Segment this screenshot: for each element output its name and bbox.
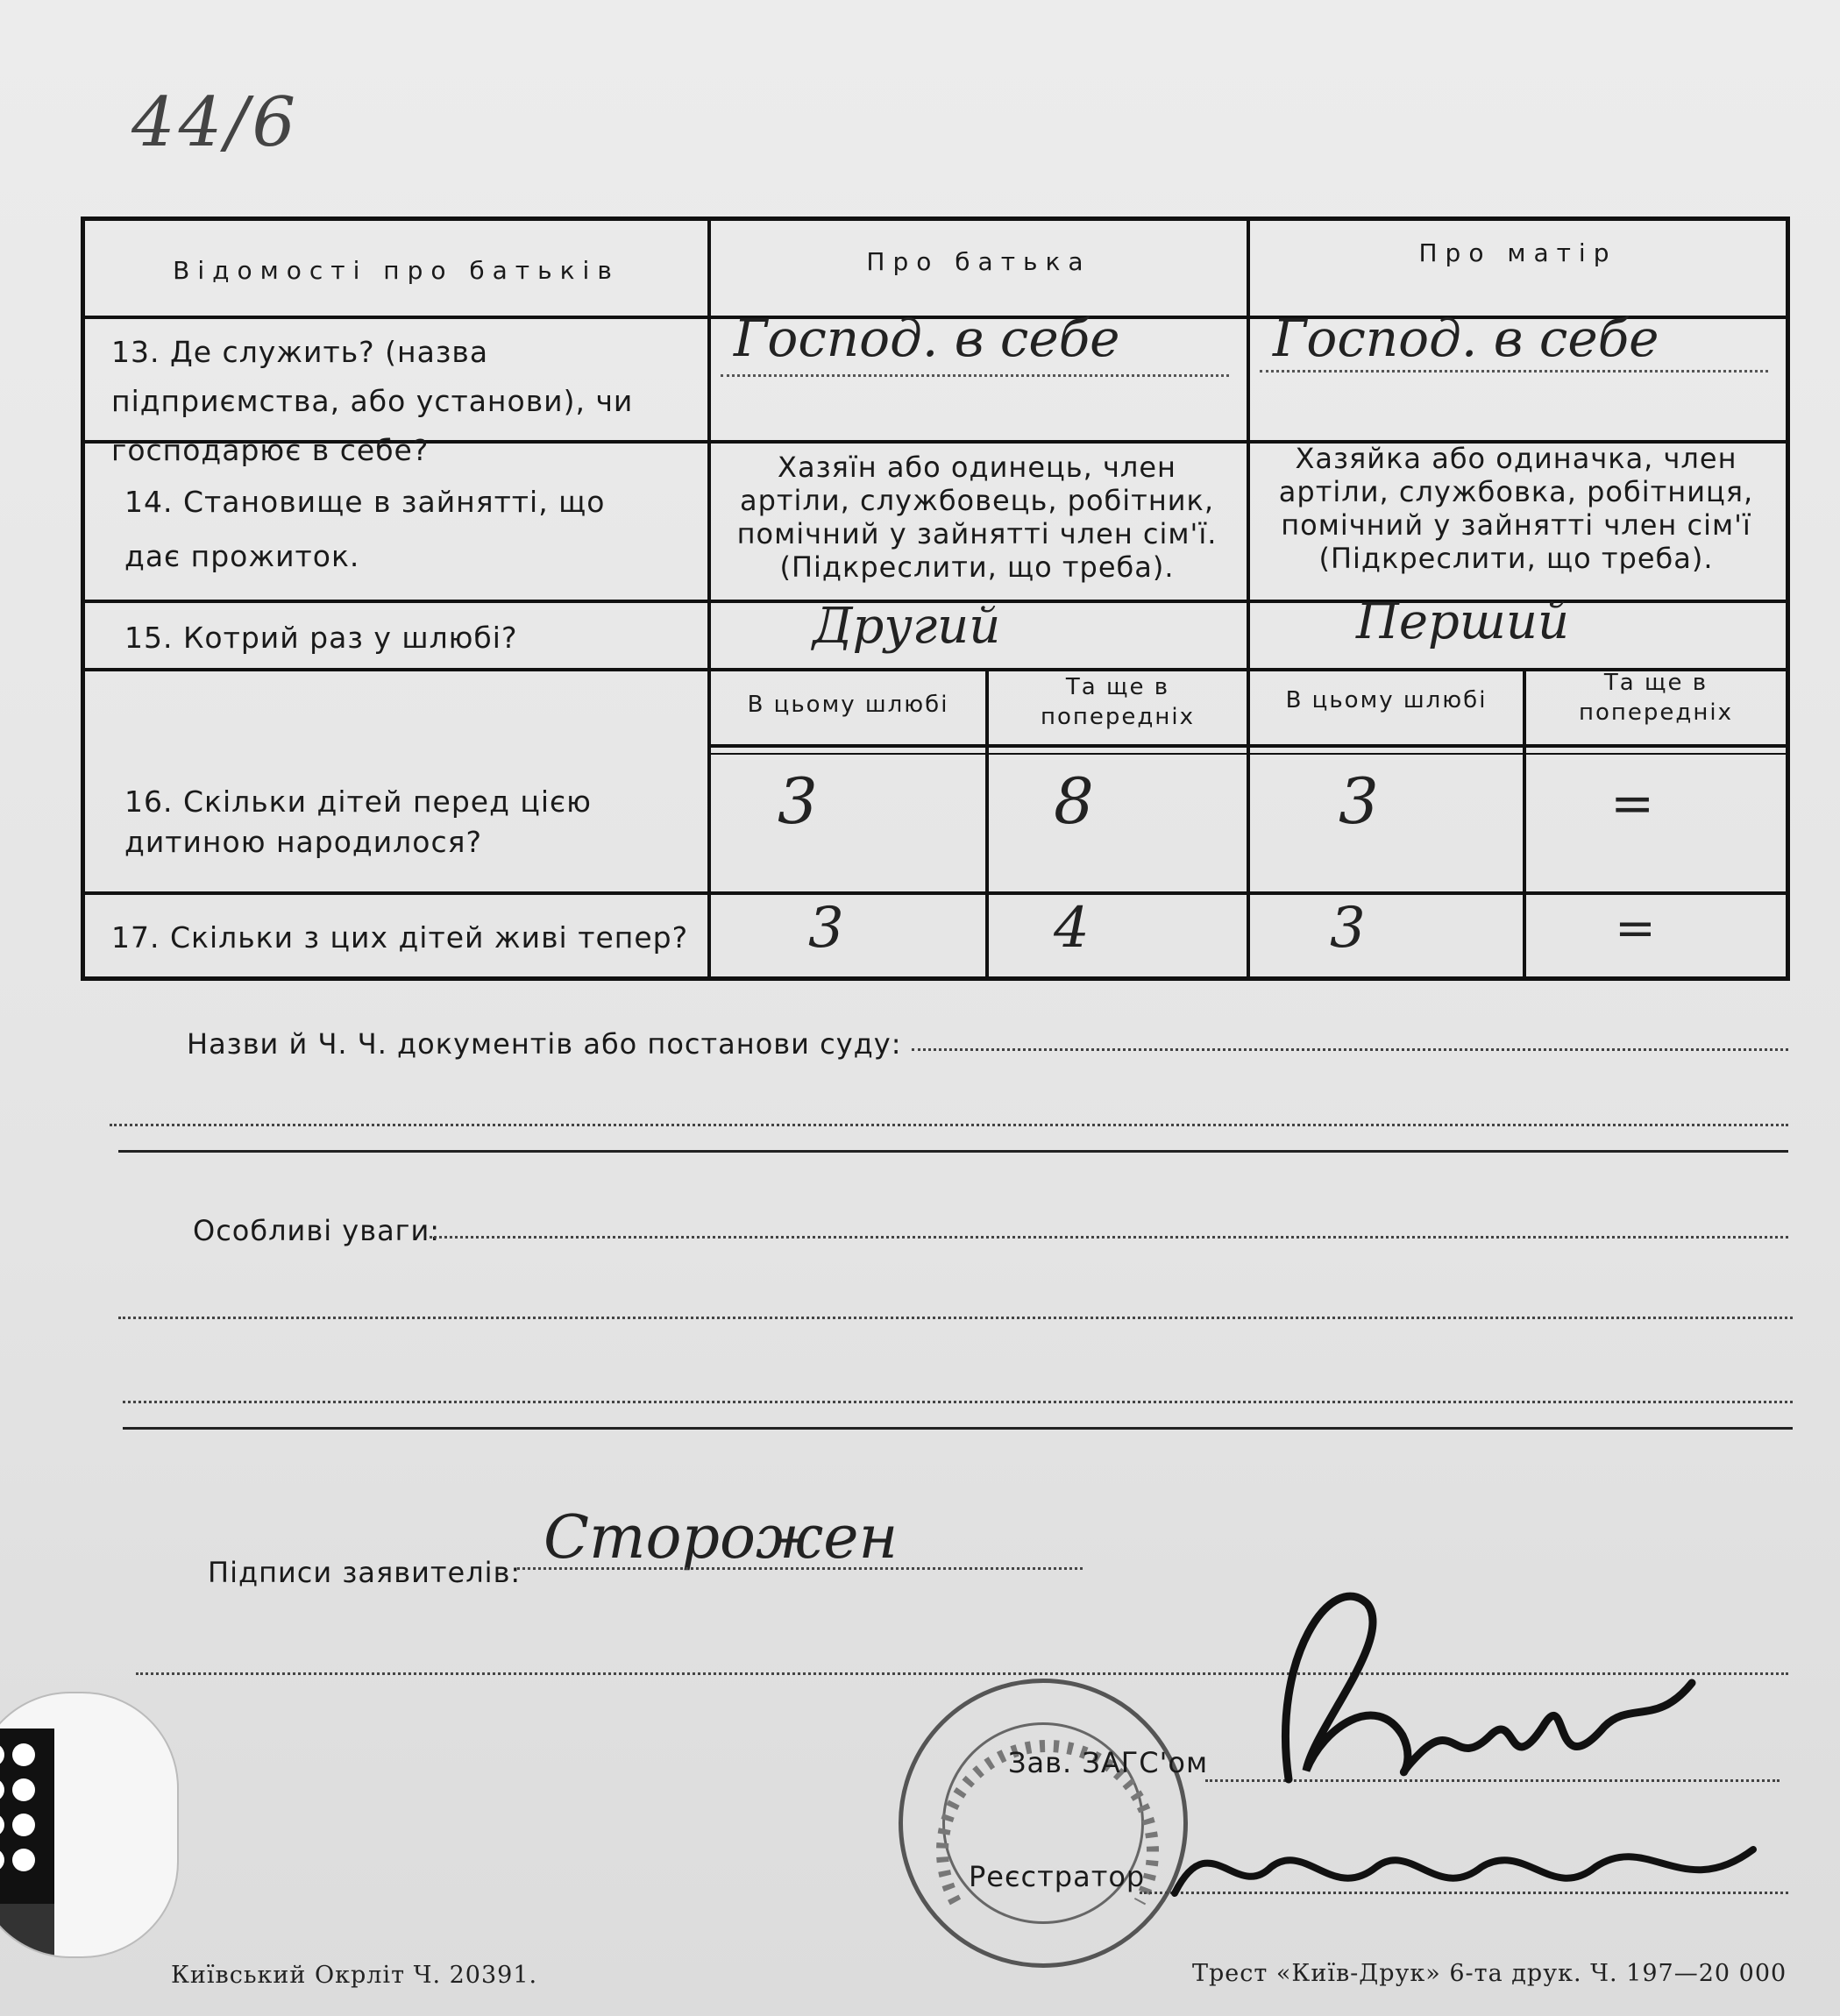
sub-previous-mother: Та ще в попередніх bbox=[1579, 670, 1733, 726]
archive-number: 44/6 bbox=[131, 83, 300, 162]
documents-label: Назви й Ч. Ч. документів або постанови суду: bbox=[187, 1027, 902, 1061]
signatures-label: Підписи заявителів: bbox=[208, 1556, 522, 1589]
documents-line-1 bbox=[912, 1048, 1788, 1051]
remarks-line-2 bbox=[118, 1317, 1793, 1319]
q17-value-3: 3 bbox=[1330, 896, 1366, 961]
registrar-label: Реєстратор bbox=[969, 1860, 1146, 1893]
documents-rule bbox=[118, 1150, 1788, 1153]
q16-value-3: 3 bbox=[1339, 764, 1379, 838]
parents-info-table bbox=[81, 217, 1790, 981]
header-mother: Про матір bbox=[1418, 238, 1617, 267]
question-16: 16. Скільки дітей перед цією дитиною народилося? bbox=[124, 784, 592, 859]
head-signature bbox=[1254, 1551, 1744, 1832]
documents-line-2 bbox=[110, 1124, 1788, 1126]
applicant-signature: Сторожен bbox=[543, 1503, 899, 1572]
remarks-line-1 bbox=[430, 1236, 1788, 1239]
question-14: 14. Становище в зайнятті, що дає прожиток. bbox=[124, 485, 606, 573]
q13-father-answer: Господ. в себе bbox=[734, 309, 1120, 368]
q17-value-4: = bbox=[1615, 900, 1656, 957]
q15-father-answer: Другий bbox=[813, 598, 1001, 655]
remarks-rule bbox=[123, 1427, 1793, 1430]
q16-value-2: 8 bbox=[1054, 764, 1094, 838]
q13-mother-answer: Господ. в себе bbox=[1273, 309, 1659, 368]
question-13: 13. Де служить? (назва підприємства, або установи), чи господарює в себе? bbox=[111, 335, 634, 467]
q15-mother-answer: Перший bbox=[1356, 593, 1570, 650]
remarks-line-3 bbox=[123, 1401, 1793, 1403]
signatures-line-1 bbox=[517, 1567, 1083, 1570]
q14-mother-options: Хазяйка або одиначка, член артіли, службовка, робітниця, помічний у зайнятті член сім'ї (Підкреслити, що треба). bbox=[1278, 442, 1754, 575]
q16-value-1: 3 bbox=[778, 764, 818, 838]
registrar-signature bbox=[1157, 1814, 1788, 1911]
sub-this-marriage-mother: В цьому шлюбі bbox=[1285, 687, 1488, 713]
sub-this-marriage-father: В цьому шлюбі bbox=[747, 692, 949, 718]
head-of-registry-label: Зав. ЗАГС'ом bbox=[1008, 1746, 1209, 1779]
question-15: 15. Котрий раз у шлюбі? bbox=[124, 621, 518, 655]
header-father: Про батька bbox=[866, 247, 1091, 276]
sub-previous-father: Та ще в попередніх bbox=[1041, 674, 1195, 730]
official-seal bbox=[899, 1679, 1188, 1968]
question-17: 17. Скільки з цих дітей живі тепер? bbox=[111, 920, 689, 955]
footer-left: Київський Окрліт Ч. 20391. bbox=[171, 1962, 538, 1989]
q14-father-options: Хазяїн або одинець, член артіли, службовець, робітник, помічний у зайнятті член сім'ї. (Підкреслити, що треба). bbox=[736, 451, 1218, 584]
q17-value-1: 3 bbox=[808, 896, 844, 961]
q16-value-4: = bbox=[1610, 773, 1655, 834]
footer-right: Трест «Київ-Друк» 6-та друк. Ч. 197—20 000 bbox=[1192, 1960, 1787, 1987]
header-parents-info: Відомості про батьків bbox=[173, 256, 620, 285]
scan-calibration-card bbox=[0, 1692, 179, 1958]
q17-value-2: 4 bbox=[1054, 896, 1090, 961]
remarks-label: Особливі уваги: bbox=[193, 1214, 441, 1247]
